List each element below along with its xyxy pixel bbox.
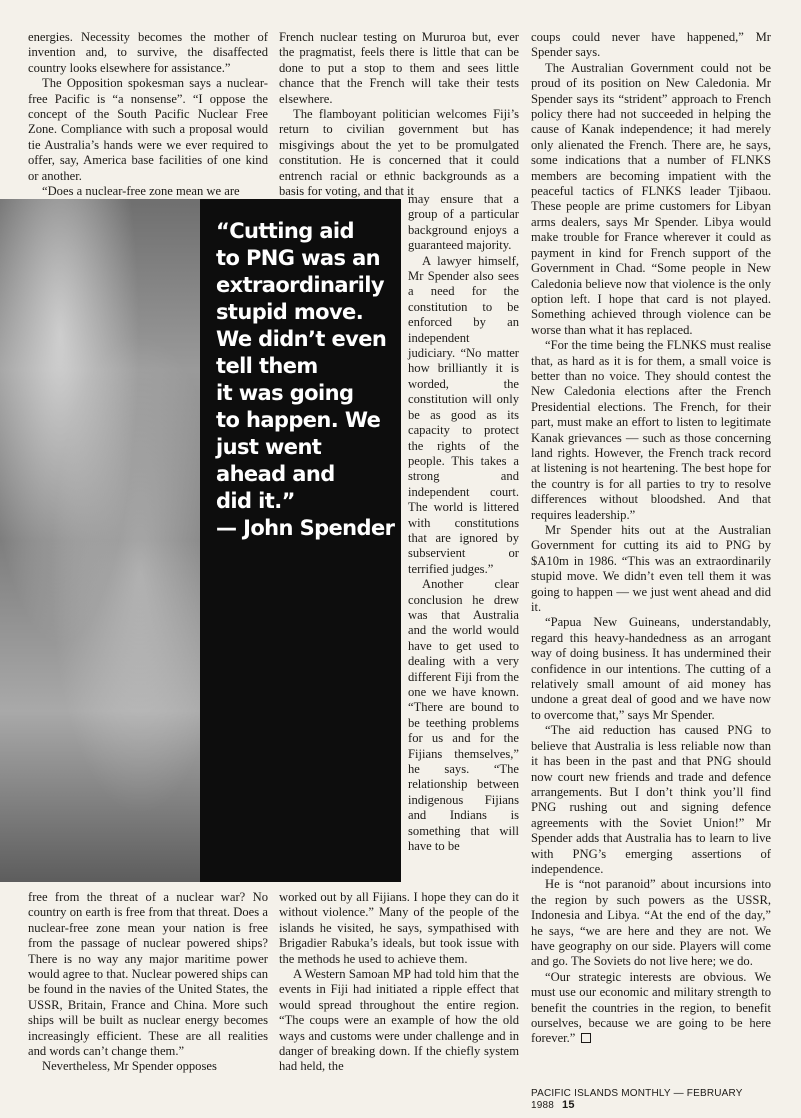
paragraph: “The aid reduction has caused PNG to believe that Australia is less reliable now than it has been in the past and that PNG should now court new friends and trade and defence arrangements. But I don’t think you’ll find PNG rushing out and signing defence agreements with the Soviet Union!” Mr Spender adds that Australia has to learn to live with PNG’s emerging assertions of independence. <box>531 723 771 876</box>
paragraph: Mr Spender hits out at the Australian Government for cutting its aid to PNG by $A10m in 1986. “This was an extraordinarily stupid move. We didn’t even tell them it was going to happen — we just went ahead and did it. <box>531 523 771 615</box>
column-2-bottom <box>279 890 519 1075</box>
column-2-top <box>279 30 519 199</box>
page-number: 15 <box>562 1099 575 1111</box>
paragraph: The Australian Government could not be proud of its position on New Caledonia. Mr Spender says its “strident” approach to French policy there had not succeeded in helping the cause of Kanak independence; it had merely only alienated the French. There are, he says, some indications that a number of FLNKS members are becoming impatient with the peaceful tactics of FLNKS leader Tjibaou. These people are prime customers for Libyan arms dealers, says Mr Spender. Libya would make trouble for France wherever it could as payment in kind for French support of the Government in Chad. “Some people in New Caledonia believe now that violence is the only option left. I hope that card is not played. Something achieved through violence can be worse than what it has replaced. <box>531 60 771 337</box>
paragraph: free from the threat of a nuclear war? No country on earth is free from that threat. Does a nuclear-free zone mean your nation is free from the passage of nuclear powered ships? There is no way any major maritime power would agree to that. Nuclear powered ships can be found in the navies of the United States, the USSR, Britain, France and China. More such ships will be built as nuclear energy becomes increasingly efficient. These are all realities and words can’t change them.” <box>28 890 268 1059</box>
paragraph: “Papua New Guineans, understandably, regard this heavy-handedness as an arrogant way of doing business. It has undermined their confidence in our intentions. The cutting of a relatively small amount of aid money has undone a great deal of good and we have now to overcome that,” says Mr Spender. <box>531 615 771 722</box>
paragraph: worked out by all Fijians. I hope they can do it without violence.” Many of the people of the islands he visited, he says, sympathised with Brigadier Rabuka’s ideals, but took issue with the methods he used to achieve them. <box>279 890 519 966</box>
page-footer <box>531 1088 771 1111</box>
paragraph: Another clear conclusion he drew was that Australia and the world would have to get used to dealing with a very different Fiji from the one we have known. “There are bound to be teething problems for us and for the Fijians themselves,” he says. “The relationship between indigenous Fijians and Indians is something that will have to be <box>408 577 519 854</box>
column-2-narrow <box>408 192 519 854</box>
portrait-photo <box>0 199 200 882</box>
paragraph-final <box>531 970 771 1047</box>
pull-quote: “Cutting aid to PNG was an extraordinarily stupid move. We didn’t even tell them it was going to happen. We just went ahead and did it.” — John Spender <box>216 219 395 540</box>
paragraph: Nevertheless, Mr Spender opposes <box>42 1059 217 1074</box>
column-1-top <box>28 30 268 199</box>
paragraph: may ensure that a group of a particular background enjoys a guaranteed majority. <box>408 192 519 253</box>
paragraph: French nuclear testing on Mururoa but, ever the pragmatist, feels there is little that can be done to put a stop to them and sees little chance that the French will take their tests elsewhere. <box>279 30 519 106</box>
end-of-article-icon <box>581 1033 591 1043</box>
paragraph: The Opposition spokesman says a nuclear-free Pacific is “a nonsense”. “I oppose the concept of the South Pacific Nuclear Free Zone. Compliance with such a proposal would tie Australia’s hands were we ever required to offer, say, America base facilities of one kind or another. <box>28 76 268 183</box>
publication-line: PACIFIC ISLANDS MONTHLY — FEBRUARY 1988 <box>531 1088 743 1111</box>
paragraph: A lawyer himself, Mr Spender also sees a need for the constitution to be enforced by an independent judiciary. “No matter how brilliantly it is worded, the constitution will only be as good as its capacity to protect the rights of the people. This takes a strong and independent court. The world is littered with constitutions that are ignored by subservient or terrified judges.” <box>408 253 519 576</box>
paragraph: “For the time being the FLNKS must realise that, as hard as it is for them, a small voice is better than no voice. They should contest the New Caledonia elections after the French Presidential elections. The French, for their part, must make an effort to listen to legitimate Kanak grievances — such as those concerning land rights. However, the French track record at listening is not heartening. The best hope for the country is for all parties to try to resolve differences without bloodshed. And that requires leadership.” <box>531 338 771 522</box>
paragraph: energies. Necessity becomes the mother of invention and, to survive, the disaffected country looks elsewhere for assistance.” <box>28 30 268 75</box>
paragraph: The flamboyant politician welcomes Fiji’s return to civilian government but has misgivings about the yet to be promulgated constitution. He is concerned that it could entrench racial or ethnic backgrounds as a basis for voting, and that it <box>279 107 519 199</box>
paragraph: He is “not paranoid” about incursions into the region by such powers as the USSR, Indonesia and Libya. “At the end of the day,” he says, “we are here and they are not. We have geography on our side. Players will come and go. The Soviets do not live here; we do. <box>531 877 771 969</box>
paragraph: “Does a nuclear-free zone mean we are <box>42 184 240 199</box>
paragraph: coups could never have happened,” Mr Spender says. <box>531 30 771 60</box>
paragraph: A Western Samoan MP had told him that the events in Fiji had initiated a ripple effect that would spread throughout the entire region. “The coups were an example of how the old ways and customs were under challenge and in danger of breaking down. If the chiefly system had held, the <box>279 967 519 1074</box>
column-3 <box>531 30 771 1047</box>
paragraph-text: “Our strategic interests are obvious. We must use our economic and military strength to benefit the countries in the region, to benefit ourselves, because we are going to be here forever.” <box>531 969 771 1046</box>
column-1-bottom <box>28 890 268 1075</box>
